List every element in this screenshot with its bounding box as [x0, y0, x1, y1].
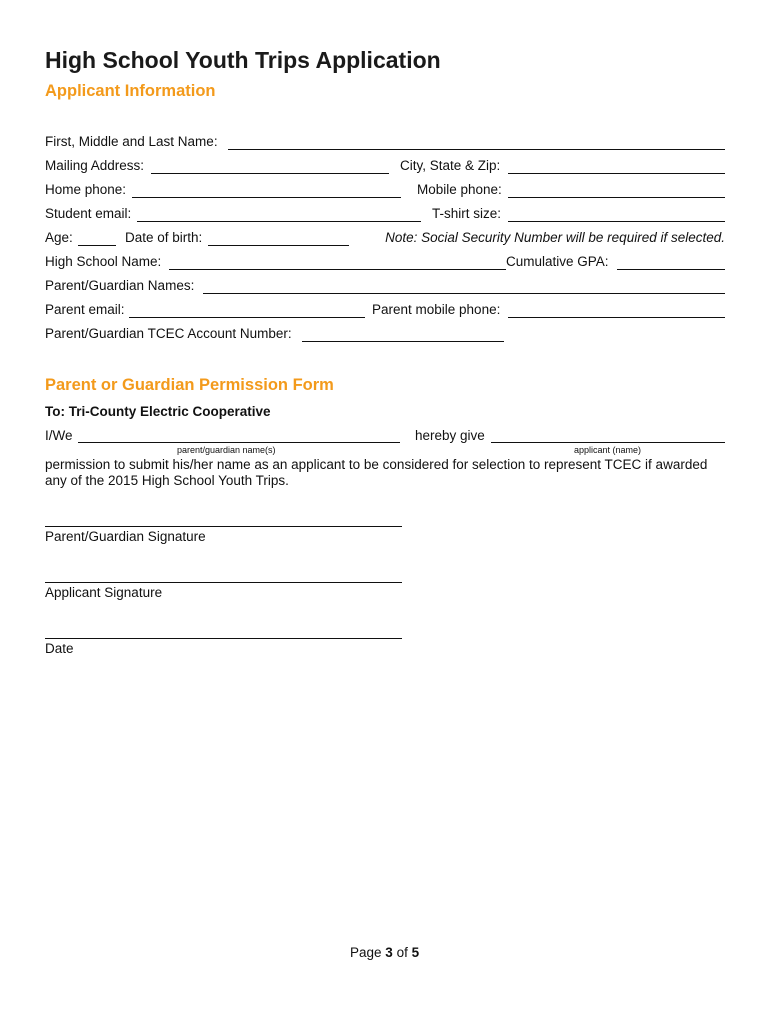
parent-email-field[interactable] — [129, 317, 365, 318]
total-pages: 5 — [411, 945, 420, 960]
age-field[interactable] — [78, 245, 116, 246]
dob-label: Date of birth: — [125, 230, 203, 245]
city-state-zip-field[interactable] — [508, 173, 725, 174]
tcec-account-label: Parent/Guardian TCEC Account Number: — [45, 326, 292, 341]
student-email-label: Student email: — [45, 206, 132, 221]
tshirt-size-field[interactable] — [508, 221, 725, 222]
date-line[interactable] — [45, 638, 402, 639]
parent-signature-label: Parent/Guardian Signature — [45, 529, 206, 544]
permission-text-line-2: any of the 2015 High School Youth Trips. — [45, 473, 289, 488]
section-heading-applicant: Applicant Information — [45, 82, 216, 100]
page-title: High School Youth Trips Application — [45, 47, 441, 73]
of-word: of — [396, 945, 408, 960]
full-name-label: First, Middle and Last Name: — [45, 134, 218, 149]
date-label: Date — [45, 641, 74, 656]
mailing-address-label: Mailing Address: — [45, 158, 145, 173]
age-label: Age: — [45, 230, 73, 245]
mobile-phone-label: Mobile phone: — [417, 182, 502, 197]
hereby-give-label: hereby give — [415, 428, 485, 443]
home-phone-label: Home phone: — [45, 182, 127, 197]
dob-field[interactable] — [208, 245, 349, 246]
parent-names-label: Parent/Guardian Names: — [45, 278, 195, 293]
home-phone-field[interactable] — [132, 197, 401, 198]
tcec-account-field[interactable] — [302, 341, 504, 342]
gpa-field[interactable] — [617, 269, 725, 270]
iwe-label: I/We — [45, 428, 73, 443]
mobile-phone-field[interactable] — [508, 197, 725, 198]
page-word: Page — [350, 945, 382, 960]
parent-names-field[interactable] — [203, 293, 725, 294]
parent-mobile-field[interactable] — [508, 317, 725, 318]
section-heading-permission: Parent or Guardian Permission Form — [45, 376, 334, 394]
tshirt-size-label: T-shirt size: — [432, 206, 502, 221]
parent-email-label: Parent email: — [45, 302, 125, 317]
page-number — [350, 945, 419, 960]
applicant-caption: applicant (name) — [574, 445, 642, 455]
high-school-label: High School Name: — [45, 254, 162, 269]
recipient-line: To: Tri-County Electric Cooperative — [45, 404, 271, 419]
city-state-zip-label: City, State & Zip: — [400, 158, 501, 173]
gpa-label: Cumulative GPA: — [506, 254, 609, 269]
parent-signature-line[interactable] — [45, 526, 402, 527]
full-name-field[interactable] — [228, 149, 725, 150]
applicant-signature-line[interactable] — [45, 582, 402, 583]
parent-guardian-name-field[interactable] — [78, 442, 400, 443]
mailing-address-field[interactable] — [151, 173, 389, 174]
permission-text-line-1: permission to submit his/her name as an applicant to be considered for selection to represent TCEC if awarded — [45, 457, 708, 472]
parent-guardian-caption: parent/guardian name(s) — [177, 445, 276, 455]
parent-mobile-label: Parent mobile phone: — [372, 302, 501, 317]
applicant-name-field[interactable] — [491, 442, 725, 443]
high-school-field[interactable] — [169, 269, 506, 270]
current-page: 3 — [385, 945, 393, 960]
applicant-signature-label: Applicant Signature — [45, 585, 163, 600]
ssn-note: Note: Social Security Number will be required if selected. — [385, 230, 725, 245]
student-email-field[interactable] — [137, 221, 421, 222]
